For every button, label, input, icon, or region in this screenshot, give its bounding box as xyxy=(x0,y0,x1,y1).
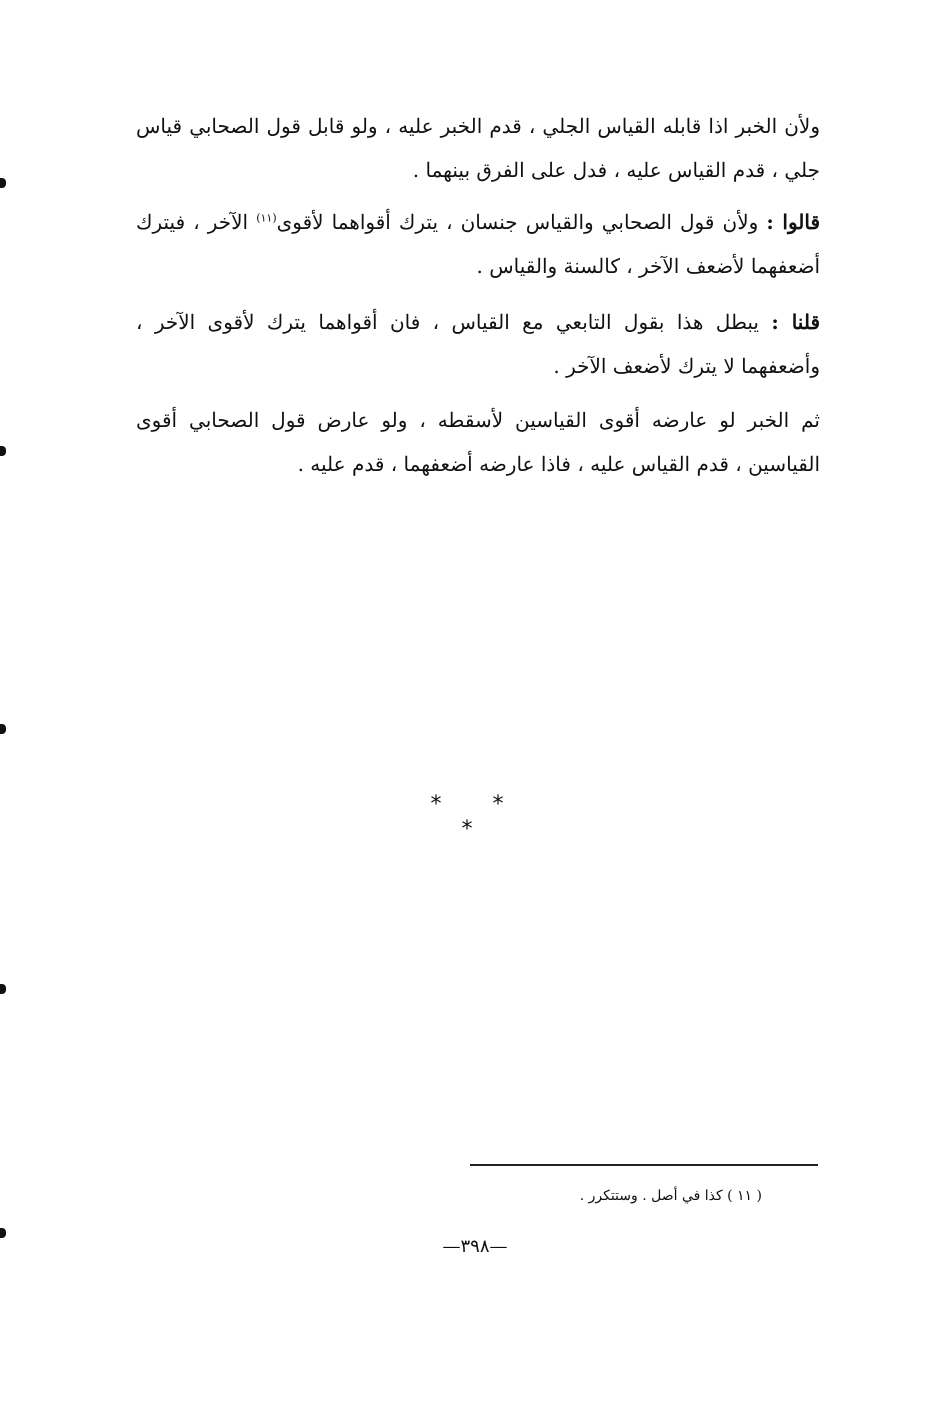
footnote-divider xyxy=(470,1164,818,1166)
paragraph-1 xyxy=(136,104,820,192)
paragraph-lead-word: قلنا : xyxy=(771,310,821,334)
paragraph-text: ولأن قول الصحابي والقياس جنسان ، يترك أقواهما لأقوى xyxy=(276,210,759,234)
footnote-marker: (١١) xyxy=(256,211,277,225)
paragraph-4 xyxy=(136,398,820,486)
scan-edge-mark xyxy=(0,724,6,734)
paragraph-lead-word: قالوا : xyxy=(766,210,821,234)
scan-edge-mark xyxy=(0,178,6,188)
footnote: ( ١١ ) كذا في أصل . وستتكرر . xyxy=(579,1188,762,1204)
paragraph-text: الآخر ، فيترك أضعفهما لأضعف الآخر ، كالسنة والقياس . xyxy=(136,210,820,278)
page-number: —٣٩٨— xyxy=(442,1236,508,1257)
section-separator: * * * xyxy=(430,792,526,842)
scan-edge-mark xyxy=(0,1228,6,1238)
scan-edge-mark xyxy=(0,446,6,456)
paragraph-3 xyxy=(136,300,820,388)
scan-edge-mark xyxy=(0,984,6,994)
paragraph-2 xyxy=(136,200,820,288)
paragraph-text: ثم الخبر لو عارضه أقوى القياسين لأسقطه ، ولو عارض قول الصحابي أقوى القياسين ، قدم القياس عليه ، فاذا عارضه أضعفهما ، قدم عليه . xyxy=(136,408,820,476)
paragraph-text: يبطل هذا بقول التابعي مع القياس ، فان أقواهما يترك لأقوى الآخر ، وأضعفهما لا يترك لأضعف الآخر . xyxy=(136,310,820,378)
paragraph-text: ولأن الخبر اذا قابله القياس الجلي ، قدم الخبر عليه ، ولو قابل قول الصحابي قياس جلي ، قدم القياس عليه ، فدل على الفرق بينهما . xyxy=(136,114,820,182)
